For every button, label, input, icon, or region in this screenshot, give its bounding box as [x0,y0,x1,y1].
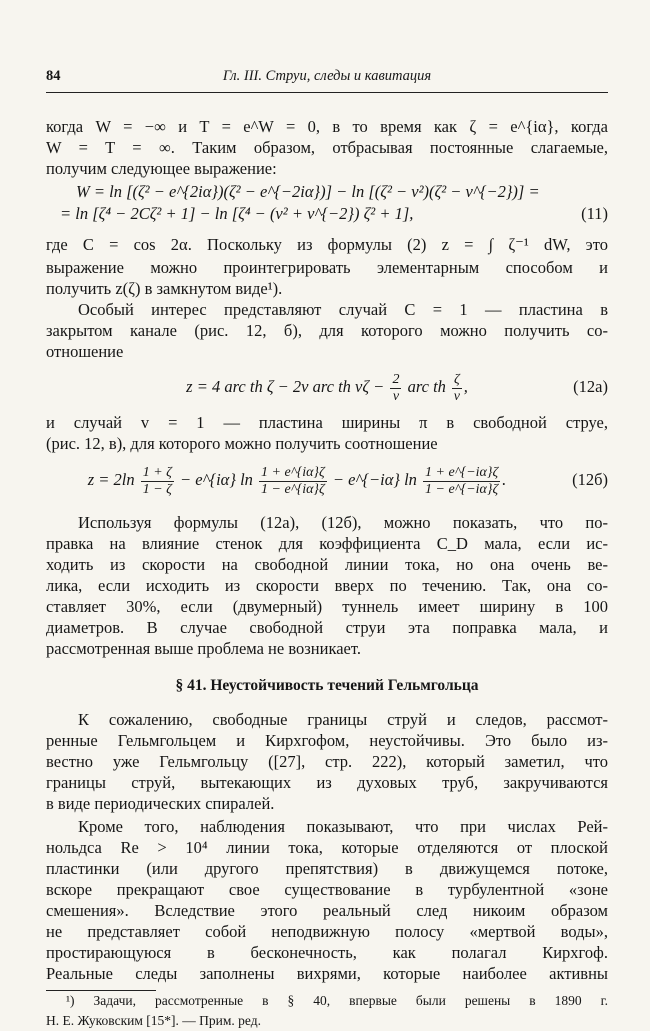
equation-part: z = 2ln [87,470,135,489]
text-line: ставляет 30%, если (двумерный) туннель имеет ширину в 100 [46,597,608,616]
denominator: v [392,388,400,404]
fraction [141,465,174,498]
fraction [259,465,327,498]
page-header [46,66,608,93]
equation-number: (12а) [573,377,608,396]
text-line: ренные Гельмгольцем и Кирхгофом, неустойчивы. Это было из- [46,731,608,750]
numerator: ζ [454,371,460,387]
denominator: 1 − e^{−iα}ζ [425,481,499,497]
denominator: v [453,388,460,404]
numerator: 1 + e^{iα}ζ [261,464,325,480]
fraction [390,372,401,405]
numerator: 2 [392,371,400,387]
text-line: Реальные следы заполнены вихрями, которые наиболее активны [46,964,608,983]
text-line: где C = cos 2α. Поскольку из формулы (2) z = ∫ ζ⁻¹ dW, это [46,235,608,254]
fraction [423,465,500,498]
page-number: 84 [46,68,61,84]
footnote-line: ¹) Задачи, рассмотренные в § 40, впервые были решены в 1890 г. [66,993,608,1008]
text-line: не представляет собой неподвижную полосу «мертвой воды», [46,922,608,941]
paragraph-4 [46,512,608,659]
section-heading: § 41. Неустойчивость течений Гельмгольца [175,677,479,694]
text-line: ходить из скорости на свободной линии тока, но она очень ве- [46,555,608,574]
text-line: Используя формулы (12а), (12б), можно показать, что по- [78,513,608,532]
text-line: пластинки (или другого препятствия) в движущемся потоке, [46,859,608,878]
numerator: 1 + ζ [142,464,172,480]
equation-line: W = ln [(ζ² − e^{2iα})(ζ² − e^{−2iα})] − ln [(ζ² − v²)(ζ² − v^{−2})] = [76,182,540,201]
equation-body [88,458,507,502]
text-line: Особый интерес представляют случай C = 1 — пластина в [78,300,608,319]
text-line: смешения». Вследствие этого реальный след никоим образом [46,901,608,920]
denominator: 1 − ζ [142,481,172,497]
text-line: нольдса Re > 10⁴ линии тока, которые отделяются от плоской [46,838,608,857]
equation-12a [46,366,608,408]
fraction [452,372,462,405]
equation-number: (11) [581,204,608,223]
text-line: вестно уже Гельмгольцу ([27], стр. 222), который заметил, что [46,752,608,771]
running-title: Гл. III. Струи, следы и кавитация [222,68,432,84]
text-line: и случай v = 1 — пластина ширины π в свободной струе, [46,413,608,432]
equation-part: . [502,470,507,489]
paragraph-5 [46,709,608,814]
text-line: получить z(ζ) в замкнутом виде¹). [46,279,283,298]
text-line: отношение [46,342,124,361]
text-line: W = T = ∞. Таким образом, отбрасывая постоянные слагаемые, [46,138,608,157]
text-line: простирающуюся в бесконечность, как полагал Кирхгоф. [46,943,608,962]
equation-part: , [463,377,468,396]
equation-body [186,366,468,408]
text-line: выражение можно проинтегрировать элементарным способом и [46,258,608,277]
text-line: правка на влияние стенок для коэффициента C_D мала, если ис- [46,534,608,553]
text-line: лика, если исходить из скорости вверх по течению. Так, она со- [46,576,608,595]
text-line: в виде периодических спиралей. [46,794,275,813]
equation-number: (12б) [572,470,608,489]
text-line: рассмотренная выше проблема не возникает. [46,639,361,658]
paragraph-6 [46,816,608,984]
paragraph-1 [46,116,608,179]
text-line: когда W = −∞ и T = e^W = 0, в то время как ζ = e^{iα}, когда [46,117,608,136]
paragraph-2 [46,233,608,362]
equation-part: − e^{iα} ln [179,470,253,489]
equation-12b [46,458,608,502]
denominator: 1 − e^{iα}ζ [261,481,325,497]
text-line: вскоре прекращают свое существование в турбулентной «зоне [46,880,608,899]
equation-part: arc th [407,377,446,396]
text-line: (рис. 12, в), для которого можно получить соотношение [46,434,438,453]
equation-part: z = 4 arc th ζ − 2v arc th vζ − [186,377,385,396]
footnote-line: Н. Е. Жуковским [15*]. — Прим. ред. [46,1013,261,1028]
footnote [46,991,608,1031]
text-line: получим следующее выражение: [46,159,277,178]
text-line: К сожалению, свободные границы струй и следов, рассмот- [78,710,608,729]
paragraph-3 [46,412,608,454]
equation-11 [46,181,608,227]
text-line: границы струй, вытекающих из духовых труб, закручиваются [46,773,608,792]
page-body [46,116,608,1031]
text-line: диаметров. В случае свободной струи эта поправка мала, и [46,618,608,637]
numerator: 1 + e^{−iα}ζ [425,464,499,480]
text-line: Кроме того, наблюдения показывают, что при числах Рей- [78,817,608,836]
equation-part: − e^{−iα} ln [332,470,417,489]
equation-line: = ln [ζ⁴ − 2Cζ² + 1] − ln [ζ⁴ − (v² + v^{−2}) ζ² + 1], [60,204,414,223]
text-line: закрытом канале (рис. 12, б), для которого можно получить со- [46,321,608,340]
